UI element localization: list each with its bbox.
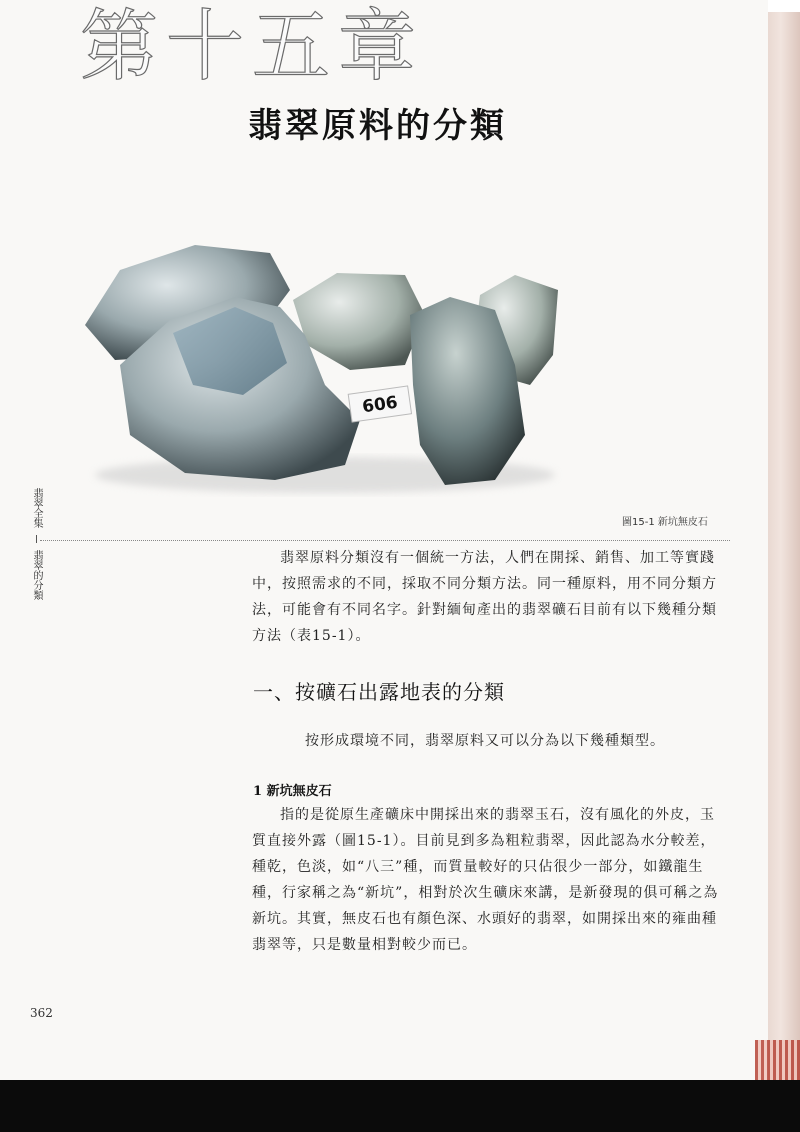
stone-tag-number: 606 (361, 392, 399, 418)
sidebar-separator (36, 535, 37, 543)
subsection-heading: 1 新坑無皮石 (253, 784, 332, 799)
sidebar-running-head (30, 488, 44, 600)
intro-paragraph: 翡翠原料分類沒有一個統一方法，人們在開採、銷售、加工等實踐中，按照需求的不同，採取不同分類方法。同一種原料，用不同分類方法，可能會有不同名字。針對緬甸產出的翡翠礦石目前有以下幾種分類方法（表15-1）。 (252, 550, 717, 644)
jade-rough-stones-photo (75, 235, 565, 500)
section-heading: 一、按礦石出露地表的分類 (253, 680, 505, 704)
subsection-body: 指的是從原生產礦床中開採出來的翡翠玉石，沒有風化的外皮，玉質直接外露（圖15-1）。目前見到多為粗粒翡翠，因此認為水分較差，種乾，色淡，如“八三”種，而質量較好的只佔很少一部分，如鐵龍生種，行家稱之為“新坑”，相對於次生礦床來講，是新發現的俱可稱之為新坑。其實，無皮石也有顏色深、水頭好的翡翠，如開採出來的雍曲種翡翠等，只是數量相對較少而已。 (252, 807, 719, 953)
book-spine (768, 12, 800, 1080)
sidebar-chapter-title: 翡翠的分類 (31, 550, 42, 601)
sidebar-book-title: 翡翠全集 (31, 488, 42, 528)
chapter-title: 翡翠原料的分類 (248, 106, 507, 146)
figure-caption: 圖15-1 新坑無皮石 (622, 517, 708, 528)
page-edge (755, 1040, 800, 1080)
section-divider (40, 540, 730, 541)
chapter-heading: 第十五章 (80, 2, 425, 92)
section-intro: 按形成環境不同，翡翠原料又可以分為以下幾種類型。 (305, 733, 665, 749)
scan-border (0, 1080, 800, 1132)
page-number: 362 (30, 1006, 53, 1020)
